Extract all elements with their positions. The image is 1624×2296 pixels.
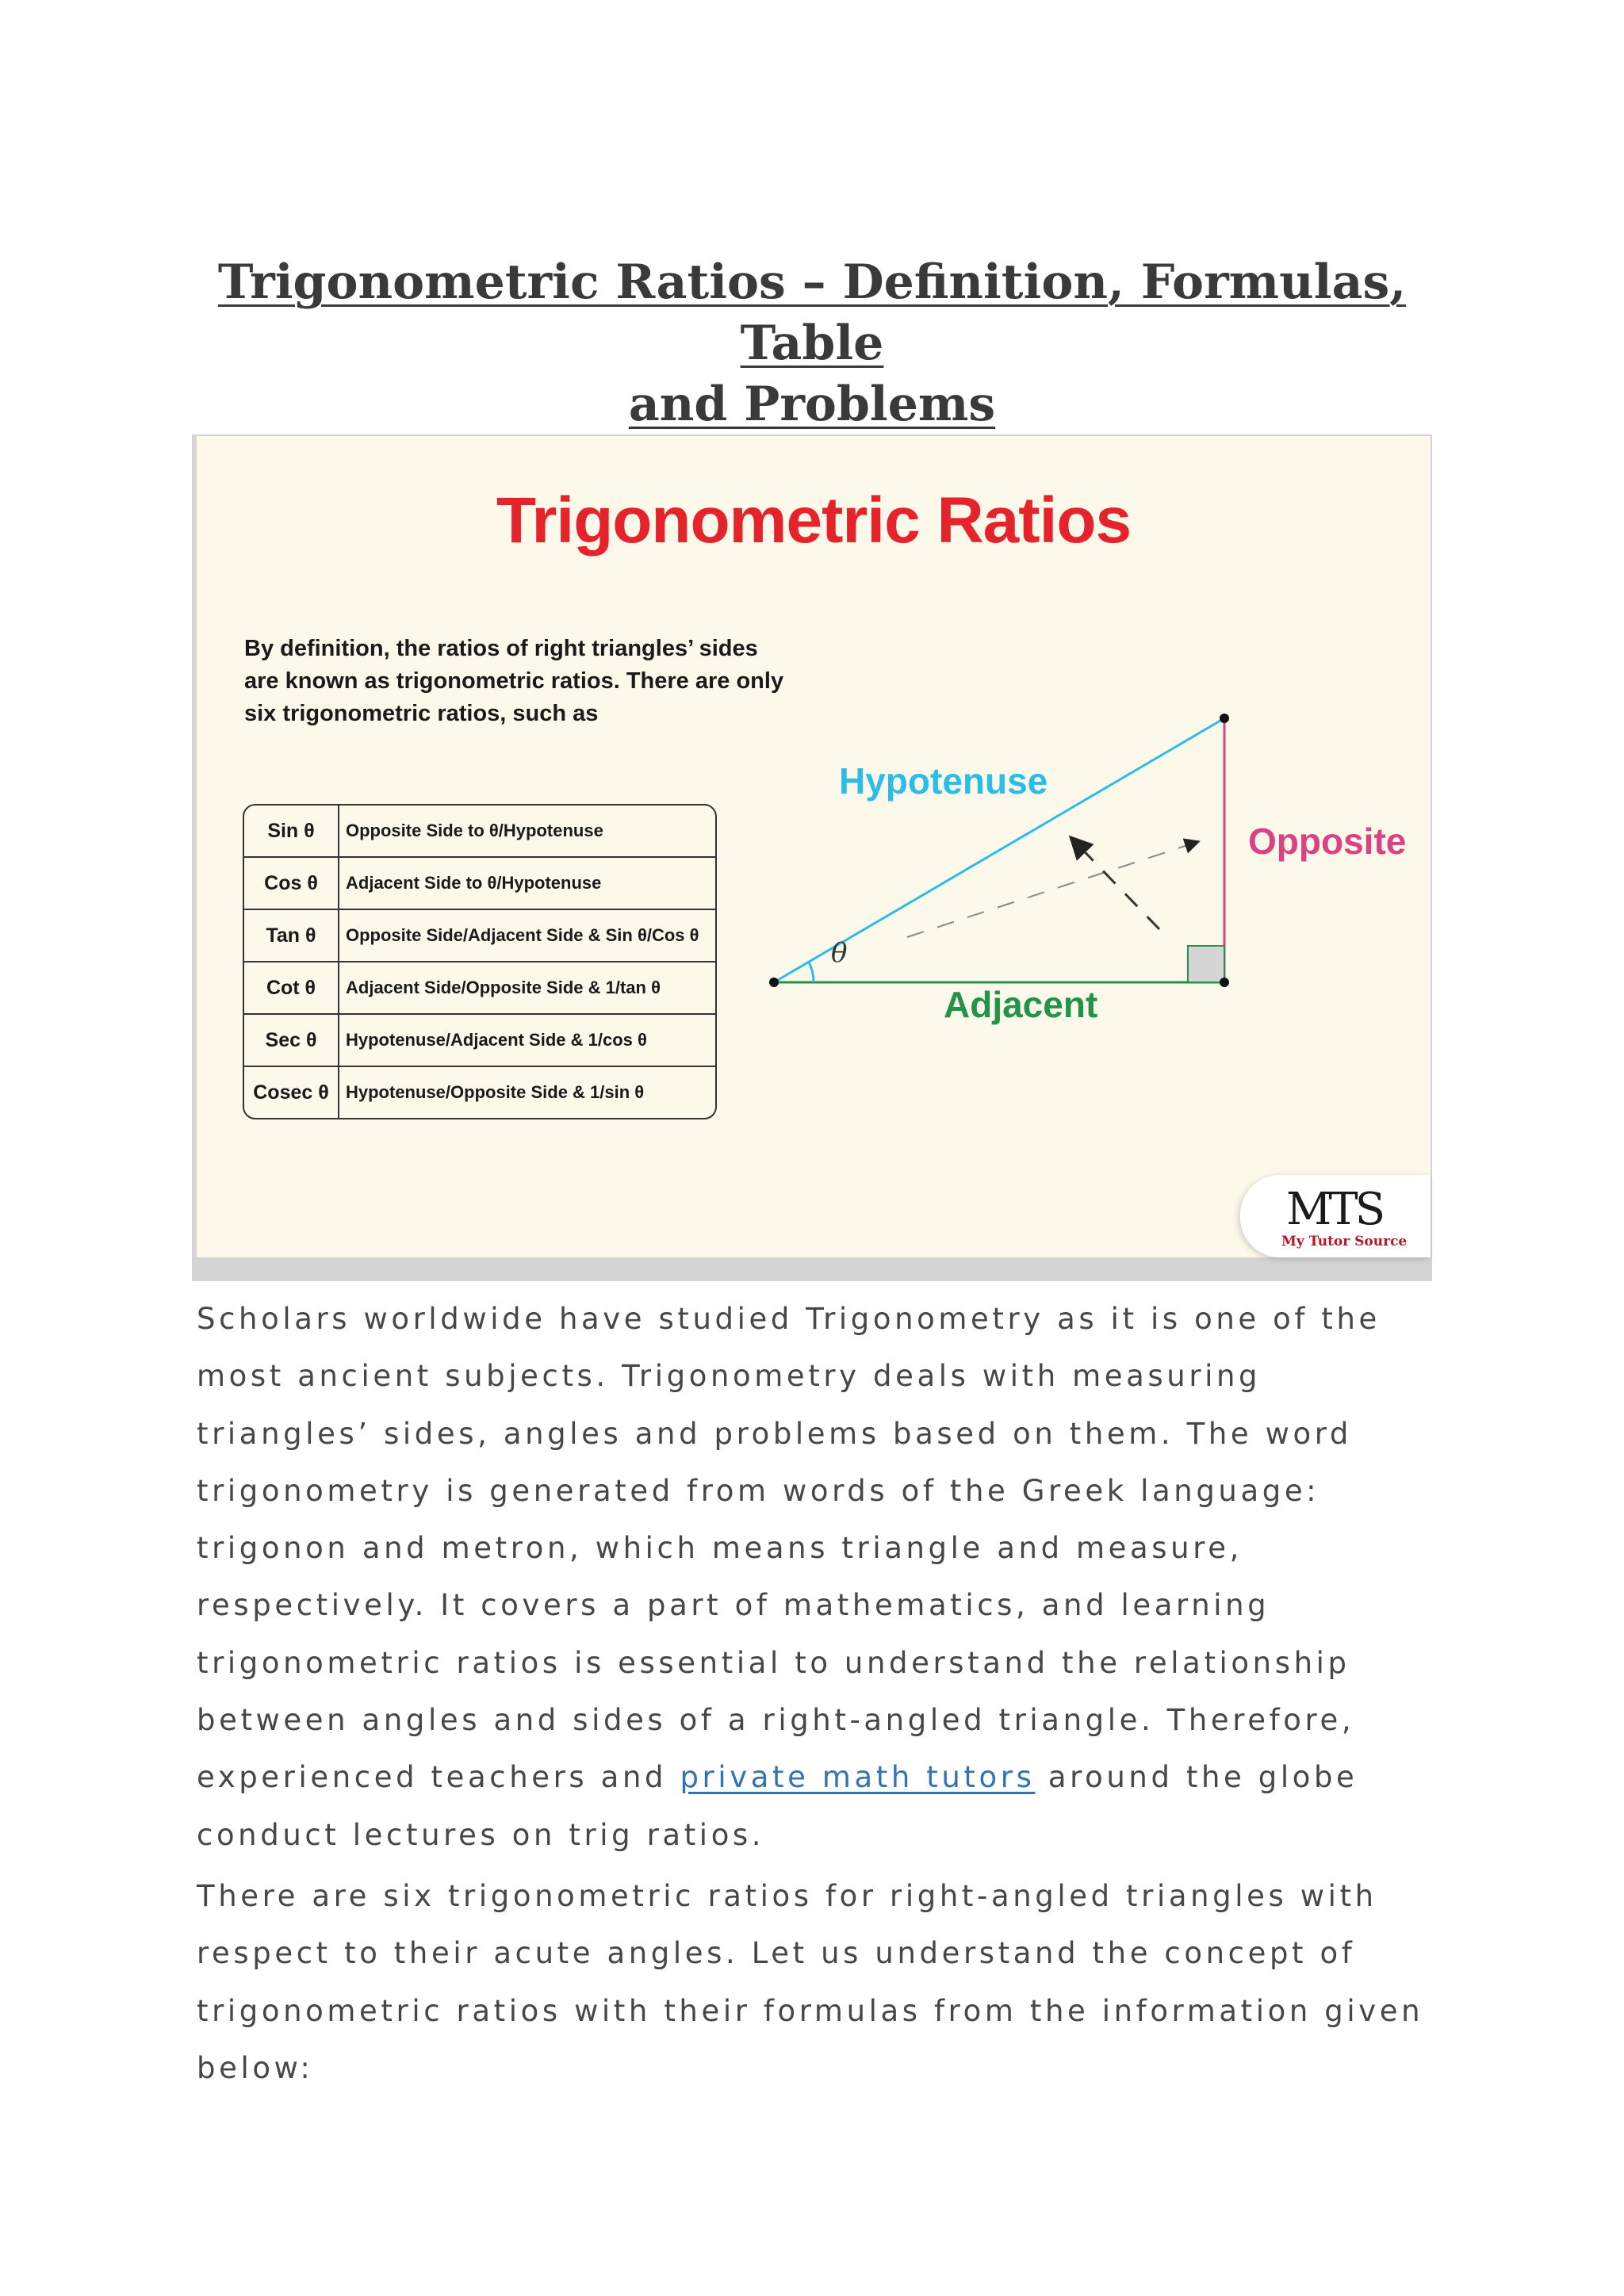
ratio-definition: Hypotenuse/Opposite Side & 1/sin θ [346, 1082, 645, 1102]
right-angle-marker [1188, 946, 1224, 982]
ratio-name: Cosec θ [244, 1067, 339, 1118]
angle-theta-label: θ [831, 937, 848, 969]
logo-mark: MTS [1286, 1184, 1383, 1235]
ratio-definition: Adjacent Side to θ/Hypotenuse [346, 873, 602, 893]
dashed-arrow-left [1072, 839, 1159, 929]
adjacent-label: Adjacent [944, 984, 1098, 1025]
page-title [190, 252, 1434, 435]
figure-intro-line: By definition, the ratios of right triangles’ sides [244, 636, 758, 661]
trig-ratios-figure [192, 434, 1432, 1281]
ratio-definition: Opposite Side/Adjacent Side & Sin θ/Cos θ [346, 925, 699, 945]
ratio-definition: Hypotenuse/Adjacent Side & 1/cos θ [346, 1030, 647, 1050]
mts-logo [1240, 1175, 1431, 1257]
paragraph-text: Scholars worldwide have studied Trigonometry as it is one of the most ancient subjects. Trigonometry deals with measuring triangles’ sides, angles and problems based on them. The word trigonometry is generated from words of the Greek language: trigonon and metron, which means triangle and measure, respectively. It covers a part of mathematics, and learning trigonometric ratios is essential to understand the relationship between angles and sides of a right-angled triangle. Therefore, experienced teachers and [197, 1302, 1381, 1795]
vertex-dot [1220, 714, 1229, 723]
angle-arc [809, 962, 814, 982]
intro-paragraph [197, 1291, 1434, 1864]
opposite-label: Opposite [1248, 821, 1407, 862]
figure-heading: Trigonometric Ratios [496, 484, 1132, 557]
ratio-name: Tan θ [244, 910, 339, 961]
hypotenuse-label: Hypotenuse [839, 760, 1048, 802]
vertex-dot [769, 978, 779, 987]
ratio-definition: Opposite Side to θ/Hypotenuse [346, 821, 603, 840]
private-math-tutors-link[interactable]: private math tutors [680, 1760, 1036, 1795]
figure-panel [197, 436, 1431, 1257]
ratios-paragraph: There are six trigonometric ratios for right-angled triangles with respect to their acute angles. Let us understand the concept of trigonometric ratios with their formulas from the information given below: [197, 1879, 1424, 2085]
ratio-definition: Adjacent Side/Opposite Side & 1/tan θ [346, 978, 661, 997]
paragraph-text: around the globe conduct lectures on trig ratios. [197, 1760, 1358, 1852]
ratio-name: Cot θ [244, 962, 339, 1013]
figure-intro-line: are known as trigonometric ratios. There are only [244, 668, 784, 694]
ratio-name: Sin θ [244, 806, 339, 856]
right-triangle-diagram [197, 436, 1431, 1257]
ratio-name: Sec θ [244, 1015, 339, 1066]
page-title-line2: and Problems [628, 377, 996, 433]
ratio-name: Cos θ [244, 858, 339, 909]
vertex-dot [1220, 978, 1229, 987]
page-title-line1: Trigonometric Ratios – Definition, Formulas, Table [217, 254, 1407, 372]
figure-intro-line: six trigonometric ratios, such as [244, 701, 599, 726]
logo-text: My Tutor Source [1281, 1234, 1408, 1249]
